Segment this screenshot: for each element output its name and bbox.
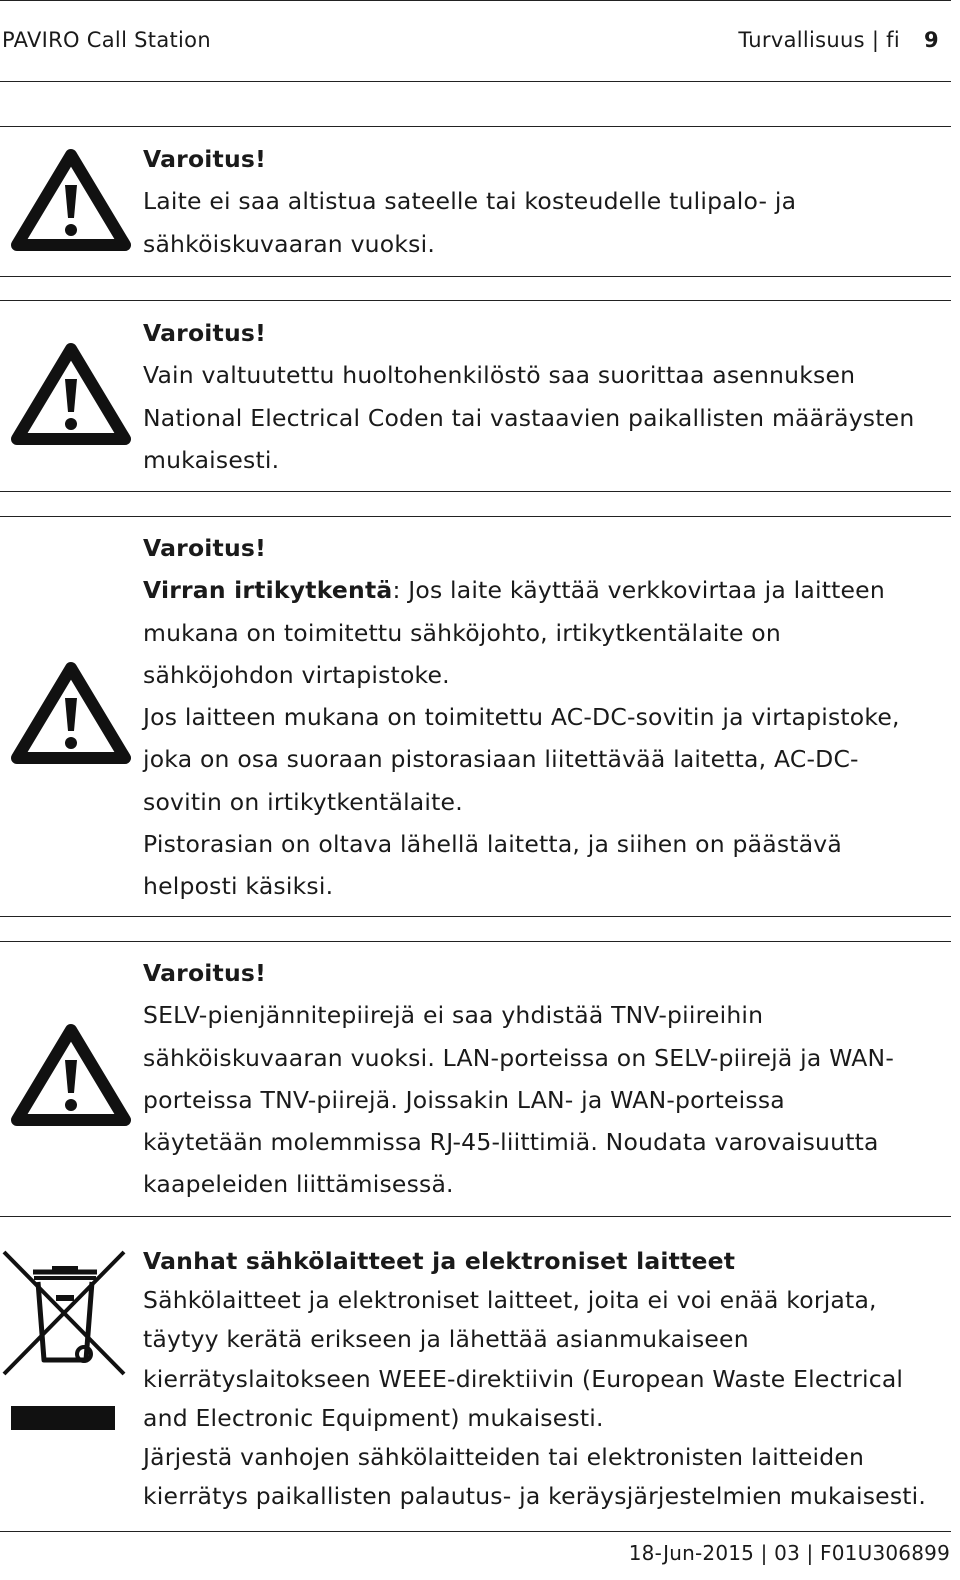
warning-line: sovitin on irtikytkentälaite. — [143, 787, 463, 816]
warning-line: mukaisesti. — [143, 445, 280, 474]
warning-line: sähköjohdon virtapistoke. — [143, 660, 450, 689]
warning-3 — [143, 527, 948, 908]
page-number: 9 — [924, 28, 939, 52]
warning-line: porteissa TNV-piirejä. Joissakin LAN- ja WAN-porteissa — [143, 1085, 785, 1114]
warning-rule-bottom — [0, 916, 951, 917]
warning-line: mukana on toimitettu sähköjohto, irtikytkentälaite on — [143, 618, 781, 647]
weee-line: täytyy kerätä erikseen ja lähettää asianmukaiseen — [143, 1325, 749, 1354]
warning-rule-top — [0, 941, 951, 942]
weee-line: kierrätys paikallisten palautus- ja keräysjärjestelmien mukaisesti. — [143, 1482, 927, 1511]
warning-title: Varoitus! — [143, 145, 267, 173]
warning-line: SELV-pienjännitepiirejä ei saa yhdistää TNV-piireihin — [143, 1001, 764, 1030]
warning-lead-rest: : Jos laite käyttää verkkovirtaa ja laitteen — [392, 576, 885, 605]
weee-title: Vanhat sähkölaitteet ja elektroniset laitteet — [143, 1247, 736, 1275]
warning-lead-bold: Virran irtikytkentä — [143, 576, 393, 605]
header-rule — [0, 81, 951, 82]
warning-title: Varoitus! — [143, 319, 267, 347]
warning-line: helposti käsiksi. — [143, 872, 334, 901]
warning-4 — [143, 952, 948, 1206]
crossed-out-wheelie-bin-icon — [0, 1248, 130, 1433]
warning-triangle-icon — [10, 1021, 132, 1129]
top-rule — [0, 0, 951, 1]
weee-notice — [143, 1241, 948, 1517]
weee-line: Järjestä vanhojen sähkölaitteiden tai elektronisten laitteiden — [143, 1443, 865, 1472]
warning-title: Varoitus! — [143, 534, 267, 562]
warning-line: kaapeleiden liittämisessä. — [143, 1170, 454, 1199]
warning-rule-bottom — [0, 1216, 951, 1217]
warning-title: Varoitus! — [143, 959, 267, 987]
warning-line: Laite ei saa altistua sateelle tai kosteudelle tulipalo- ja — [143, 187, 797, 216]
warning-rule-top — [0, 516, 951, 517]
warning-1 — [143, 138, 948, 265]
warning-triangle-icon — [10, 659, 132, 767]
warning-rule-bottom — [0, 276, 951, 277]
warning-triangle-icon — [10, 146, 132, 254]
warning-line: Jos laitteen mukana on toimitettu AC-DC-sovitin ja virtapistoke, — [143, 703, 900, 732]
running-header-section: Turvallisuus | fi — [738, 28, 900, 52]
footer-doc-info: 18-Jun-2015 | 03 | F01U306899 — [628, 1541, 950, 1565]
warning-rule-top — [0, 300, 951, 301]
warning-lead-line — [143, 569, 948, 611]
weee-line: kierrätyslaitokseen WEEE-direktiivin (European Waste Electrical — [143, 1364, 904, 1393]
warning-line: käytetään molemmissa RJ-45-liittimiä. Noudata varovaisuutta — [143, 1128, 879, 1157]
warning-rule-bottom — [0, 491, 951, 492]
running-header-product: PAVIRO Call Station — [2, 28, 211, 52]
warning-2 — [143, 312, 948, 481]
warning-rule-top — [0, 126, 951, 127]
weee-line: Sähkölaitteet ja elektroniset laitteet, joita ei voi enää korjata, — [143, 1286, 877, 1314]
warning-line: sähköiskuvaaran vuoksi. — [143, 229, 436, 258]
warning-line: Vain valtuutettu huoltohenkilöstö saa suorittaa asennuksen — [143, 361, 856, 390]
weee-line: and Electronic Equipment) mukaisesti. — [143, 1403, 604, 1432]
warning-line: joka on osa suoraan pistorasiaan liitettävää laitetta, AC-DC- — [143, 745, 859, 774]
warning-line: sähköiskuvaaran vuoksi. LAN-porteissa on SELV-piirejä ja WAN- — [143, 1043, 895, 1072]
footer-rule — [0, 1531, 951, 1532]
warning-line: Pistorasian on oltava lähellä laitetta, ja siihen on päästävä — [143, 830, 843, 859]
warning-triangle-icon — [10, 340, 132, 448]
warning-line: National Electrical Coden tai vastaavien paikallisten määräysten — [143, 403, 915, 432]
